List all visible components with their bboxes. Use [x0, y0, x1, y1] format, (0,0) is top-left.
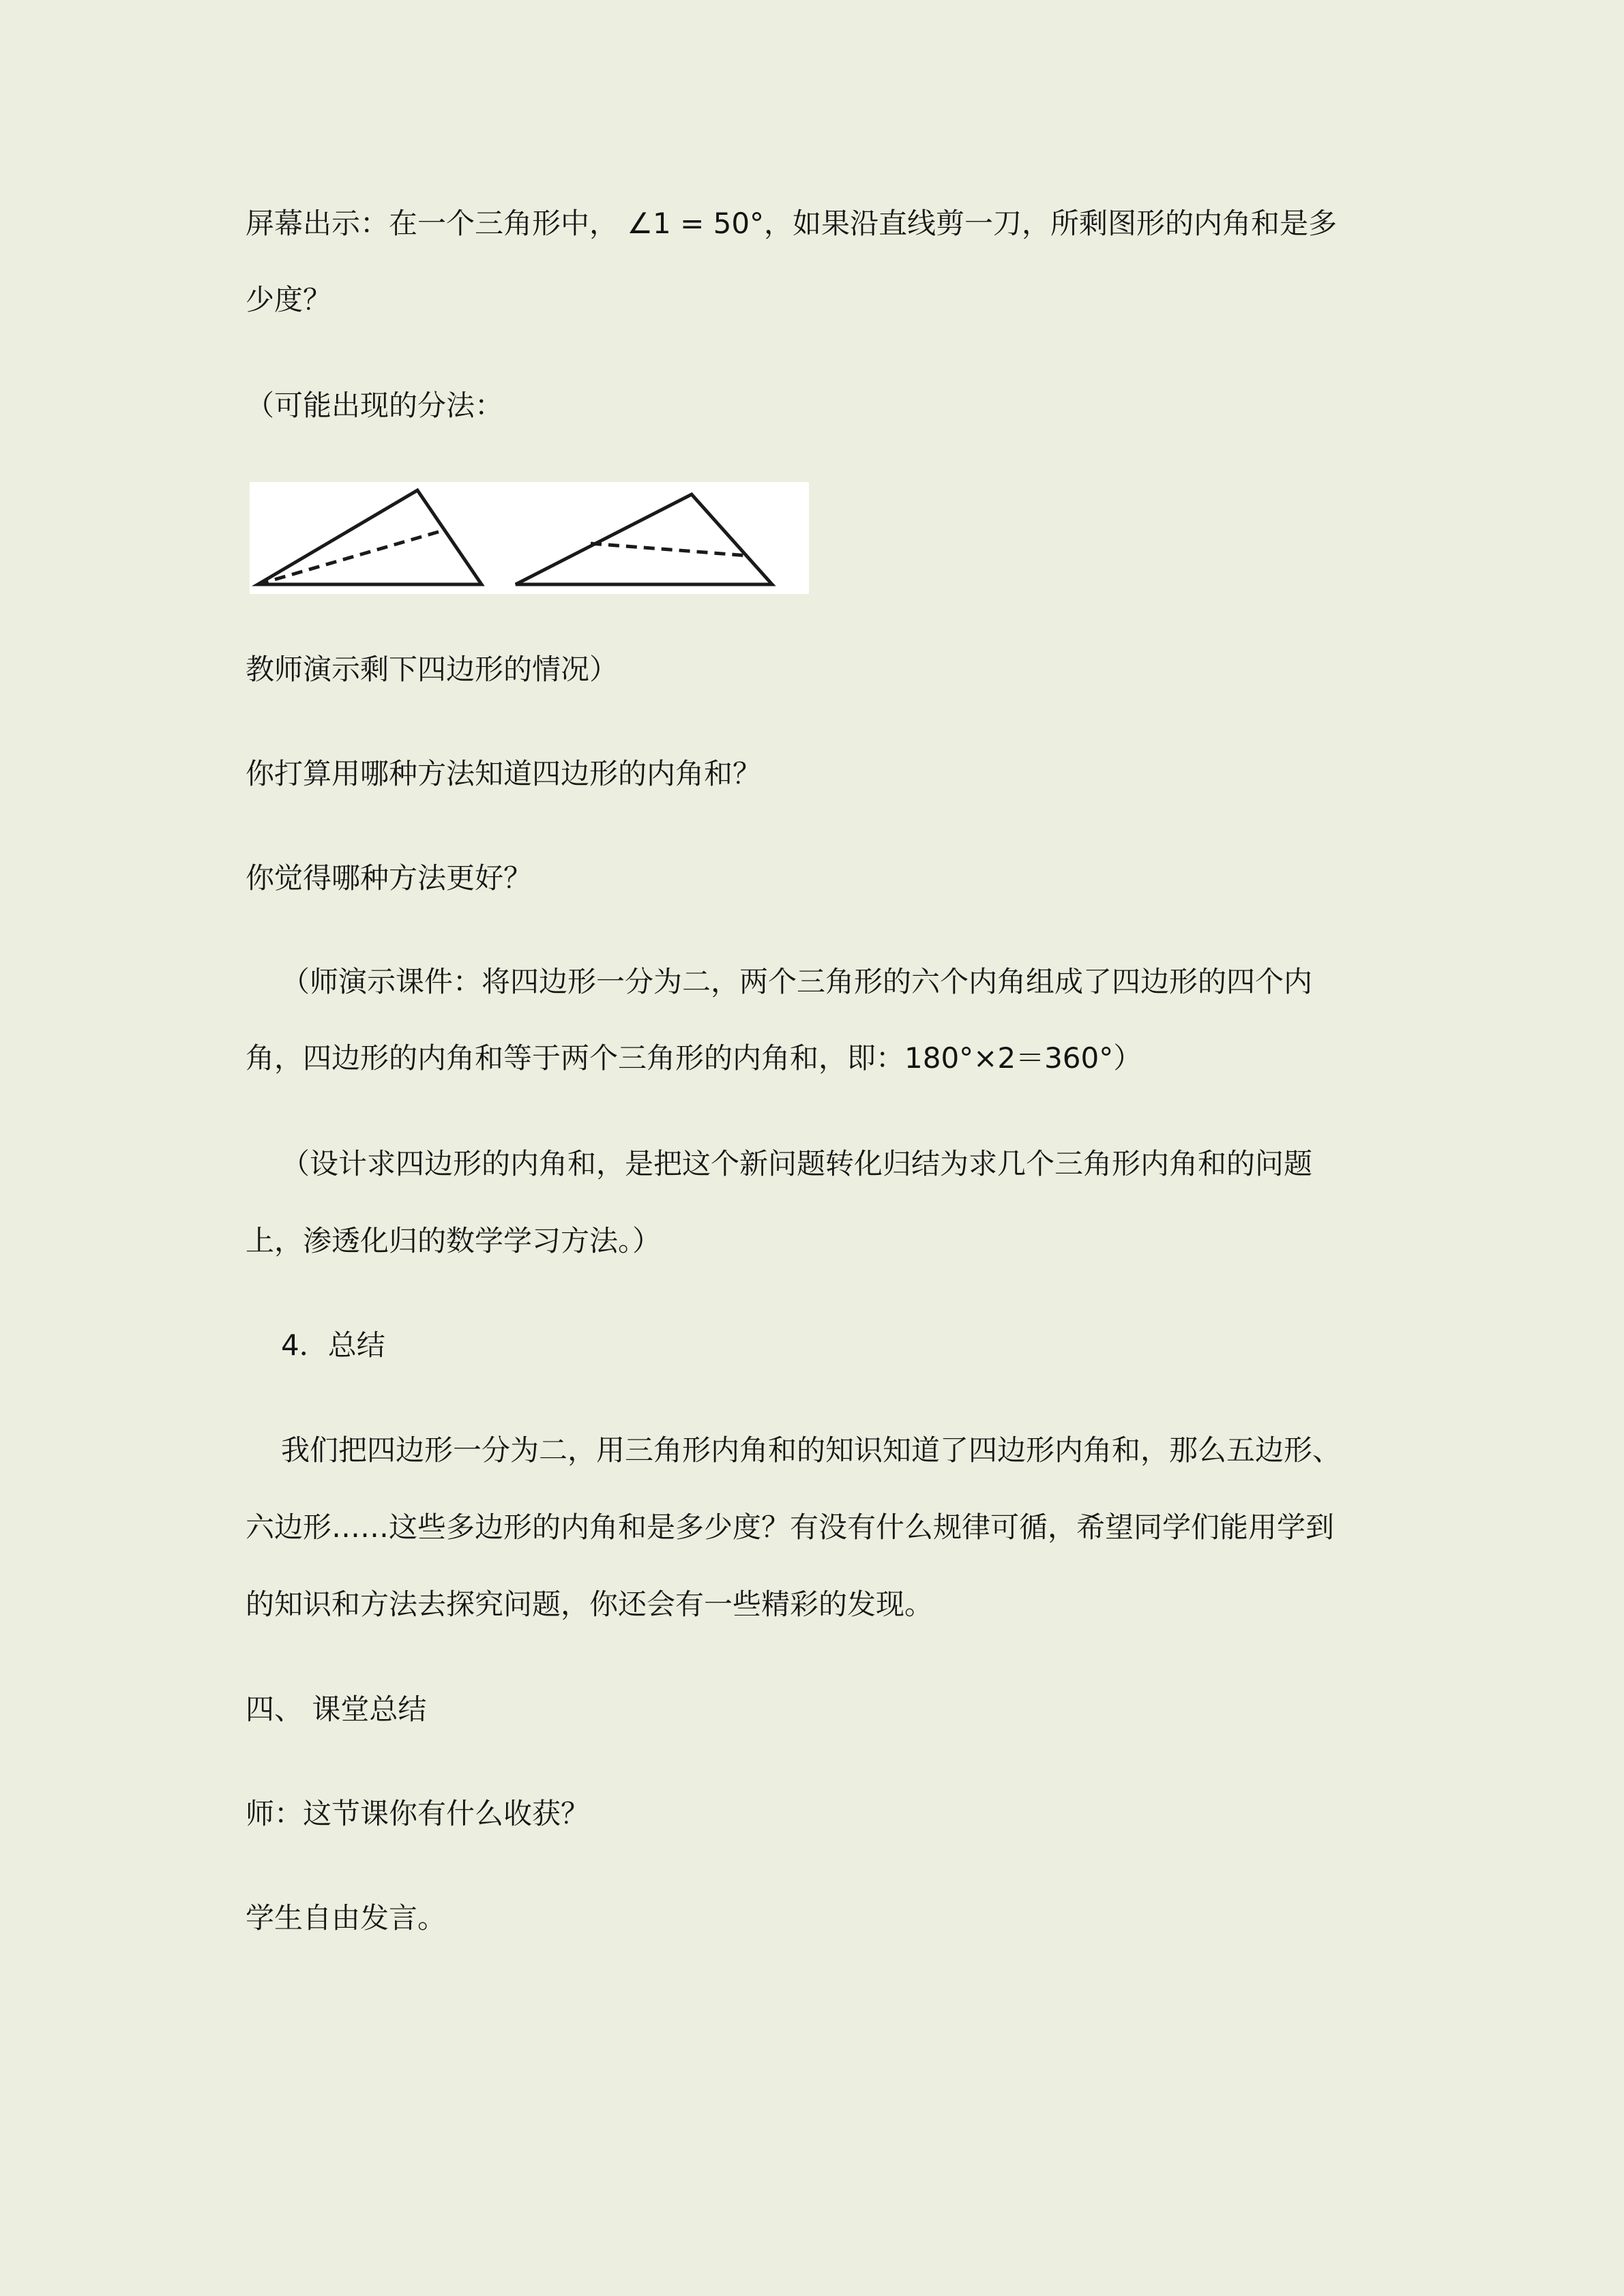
- section-heading: 4．总结: [281, 1328, 385, 1362]
- triangle-diagrams: [250, 482, 809, 594]
- triangle-right: [516, 494, 772, 584]
- paragraph-line: （师演示课件：将四边形一分为二，两个三角形的六个内角组成了四边形的四个内: [281, 965, 1313, 998]
- paragraph-line: 教师演示剩下四边形的情况）: [246, 653, 619, 686]
- cut-line-left: [258, 531, 441, 584]
- paragraph-line: 你打算用哪种方法知道四边形的内角和？: [246, 757, 762, 790]
- paragraph-line: 六边形……这些多边形的内角和是多少度？有没有什么规律可循，希望同学们能用学到: [246, 1510, 1335, 1544]
- section-heading: 四、 课堂总结: [246, 1693, 427, 1726]
- paragraph-line: 师：这节课你有什么收获？: [246, 1797, 590, 1830]
- triangle-left: [258, 490, 482, 584]
- paragraph-line: 的知识和方法去探究问题，你还会有一些精彩的发现。: [246, 1587, 934, 1621]
- paragraph-line: 角，四边形的内角和等于两个三角形的内角和，即：180°×2＝360°）: [246, 1041, 1142, 1075]
- paragraph-line: 你觉得哪种方法更好？: [246, 861, 533, 895]
- paragraph-line: 我们把四边形一分为二，用三角形内角和的知识知道了四边形内角和，那么五边形、: [281, 1433, 1342, 1467]
- triangle-cut-figure: [250, 482, 809, 594]
- paragraph-line: 屏幕出示：在一个三角形中， ∠1 = 50°，如果沿直线剪一刀，所剩图形的内角和是多: [246, 207, 1338, 240]
- paragraph-line: 学生自由发言。: [246, 1901, 447, 1935]
- cut-line-right: [591, 543, 749, 556]
- paragraph-line: 少度？: [246, 283, 332, 316]
- paragraph-line: （可能出现的分法：: [246, 389, 504, 422]
- paragraph-line: （设计求四边形的内角和，是把这个新问题转化归结为求几个三角形内角和的问题: [281, 1147, 1313, 1180]
- paragraph-line: 上，渗透化归的数学学习方法。）: [246, 1224, 662, 1257]
